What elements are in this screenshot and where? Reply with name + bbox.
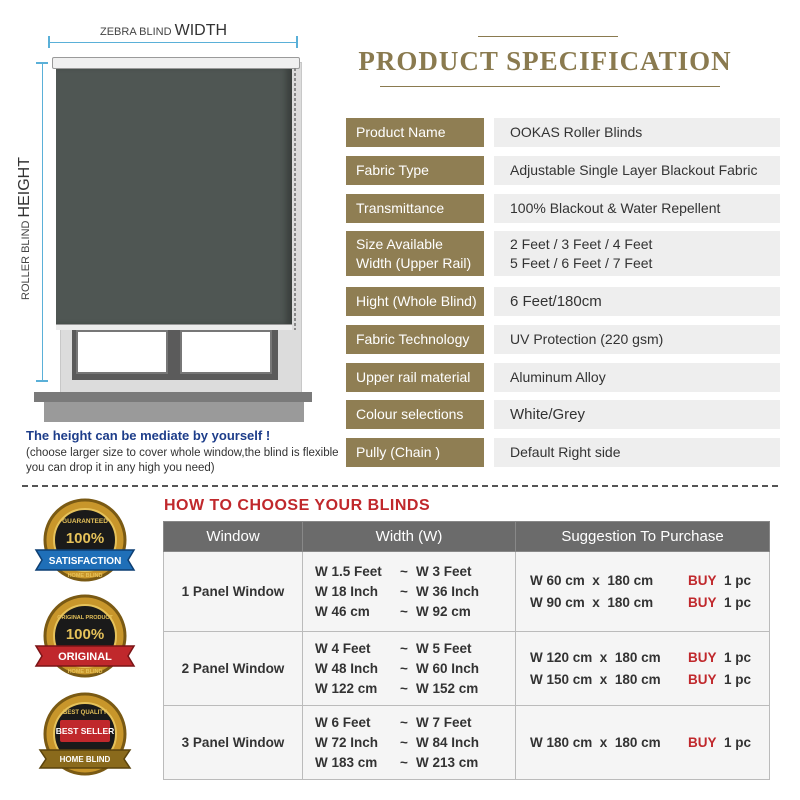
spec-row — [346, 325, 780, 354]
choose-title: HOW TO CHOOSE YOUR BLINDS — [164, 497, 431, 514]
times: x — [599, 671, 608, 687]
spec-key: Product Name — [346, 118, 484, 147]
width-min: W 72 Inch — [315, 734, 379, 750]
title-rule-bottom — [380, 86, 720, 87]
badge-ribbon-text: ORIGINAL — [58, 651, 112, 663]
spec-row — [346, 118, 780, 147]
tilde: ~ — [400, 563, 408, 579]
times: x — [592, 572, 600, 588]
suggest-height: 180 cm — [614, 734, 661, 750]
suggest-width: W 120 cm — [530, 649, 593, 665]
badge-top-text: BEST QUALITY — [62, 710, 108, 716]
pull-chain — [294, 68, 296, 330]
width-dimension-cap-right — [296, 36, 298, 48]
tilde: ~ — [400, 714, 408, 730]
column-header-window: Window — [164, 522, 303, 552]
spec-row — [346, 156, 780, 185]
tilde: ~ — [400, 754, 408, 770]
window-sill-base — [44, 402, 304, 422]
times: x — [592, 594, 600, 610]
spec-value: Aluminum Alloy — [494, 363, 780, 392]
suggest-height: 180 cm — [614, 649, 661, 665]
spec-key: Colour selections — [346, 400, 484, 429]
window-sill — [34, 392, 312, 402]
badge-sub-text: HOME BLIND — [67, 573, 103, 579]
spec-key: Size Available Width (Upper Rail) — [346, 231, 484, 276]
tilde: ~ — [400, 734, 408, 750]
width-cell — [303, 706, 516, 780]
tilde: ~ — [400, 680, 408, 696]
spec-row — [346, 438, 780, 467]
height-label-big: HEIGHT — [16, 157, 33, 218]
spec-row — [346, 400, 780, 429]
quantity: 1 pc — [724, 649, 752, 665]
width-max: W 60 Inch — [416, 660, 480, 676]
times: x — [599, 734, 608, 750]
spec-key: Upper rail material — [346, 363, 484, 392]
badge-mid-text: BEST SELLER — [55, 726, 115, 736]
best-seller-badge-icon — [30, 690, 140, 786]
tilde: ~ — [400, 660, 408, 676]
badge-ribbon-text: SATISFACTION — [48, 556, 122, 567]
width-min: W 18 Inch — [315, 583, 379, 599]
height-note-body: (choose larger size to cover whole window,the blind is flexible you can drop it in any high you need) — [26, 447, 339, 474]
spec-value: Adjustable Single Layer Blackout Fabric — [494, 156, 780, 185]
spec-value: White/Grey — [494, 400, 780, 429]
width-cell — [303, 632, 516, 706]
width-min: W 6 Feet — [315, 714, 371, 730]
width-min: W 46 cm — [315, 603, 370, 619]
spec-value: Default Right side — [494, 438, 780, 467]
suggest-width: W 150 cm — [530, 671, 593, 687]
badge-mid-text: 100% — [65, 626, 105, 643]
quantity: 1 pc — [724, 572, 752, 588]
height-dimension-cap-top — [36, 62, 48, 64]
spec-title: PRODUCT SPECIFICATION — [358, 46, 732, 76]
title-rule-top — [478, 36, 618, 37]
height-label — [16, 157, 34, 300]
width-dimension-cap-left — [48, 36, 50, 48]
spec-key: Fabric Type — [346, 156, 484, 185]
buy-label: BUY — [688, 671, 717, 687]
spec-key: Pully (Chain ) — [346, 438, 484, 467]
column-header-suggestion: Suggestion To Purchase — [516, 522, 770, 552]
suggest-width: W 60 cm — [530, 572, 585, 588]
width-max: W 3 Feet — [416, 563, 472, 579]
width-cell — [303, 552, 516, 632]
tilde: ~ — [400, 603, 408, 619]
table-row — [164, 706, 770, 780]
buy-label: BUY — [688, 734, 717, 750]
badge-sub-text: HOME BLIND — [67, 669, 103, 675]
spec-key: Hight (Whole Blind) — [346, 287, 484, 316]
width-max: W 84 Inch — [416, 734, 480, 750]
spec-row — [346, 363, 780, 392]
choose-table — [163, 521, 770, 780]
width-max: W 92 cm — [416, 603, 471, 619]
window-type-cell: 1 Panel Window — [164, 552, 303, 632]
blind-bottom-rail — [56, 324, 292, 330]
width-min: W 48 Inch — [315, 660, 379, 676]
spec-value: 6 Feet/180cm — [494, 287, 780, 316]
spec-value: UV Protection (220 gsm) — [494, 325, 780, 354]
suggest-width: W 90 cm — [530, 594, 585, 610]
suggest-width: W 180 cm — [530, 734, 593, 750]
quantity: 1 pc — [724, 594, 752, 610]
window-pane-left — [76, 330, 168, 374]
buy-label: BUY — [688, 594, 717, 610]
column-header-width: Width (W) — [303, 522, 516, 552]
table-row — [164, 632, 770, 706]
table-header-row — [164, 522, 770, 552]
suggestion-cell — [516, 552, 770, 632]
suggestion-cell — [516, 632, 770, 706]
spec-value: 100% Blackout & Water Repellent — [494, 194, 780, 223]
spec-row — [346, 231, 780, 276]
suggestion-cell — [516, 706, 770, 780]
height-note-heading: The height can be mediate by yourself ! — [26, 428, 271, 443]
width-label-small: ZEBRA BLIND — [100, 26, 172, 38]
width-min: W 1.5 Feet — [315, 563, 382, 579]
suggest-height: 180 cm — [607, 594, 654, 610]
height-dimension-cap-bottom — [36, 380, 48, 382]
spec-key: Transmittance — [346, 194, 484, 223]
width-label — [100, 22, 260, 40]
buy-label: BUY — [688, 649, 717, 665]
buy-label: BUY — [688, 572, 717, 588]
spec-row — [346, 287, 780, 316]
width-max: W 152 cm — [416, 680, 479, 696]
tilde: ~ — [400, 583, 408, 599]
times: x — [599, 649, 608, 665]
width-min: W 183 cm — [315, 754, 378, 770]
width-max: W 36 Inch — [416, 583, 480, 599]
height-label-small: ROLLER BLIND — [20, 220, 32, 300]
window-type-cell: 3 Panel Window — [164, 706, 303, 780]
badge-top-text: ORIGINAL PRODUCT — [57, 615, 113, 621]
quantity: 1 pc — [724, 734, 752, 750]
badge-top-text: GUARANTEED — [62, 518, 108, 525]
spec-row — [346, 194, 780, 223]
satisfaction-badge-icon — [30, 496, 140, 592]
width-min: W 122 cm — [315, 680, 378, 696]
quantity: 1 pc — [724, 671, 752, 687]
window-type-cell: 2 Panel Window — [164, 632, 303, 706]
table-row — [164, 552, 770, 632]
width-dimension-line — [48, 42, 298, 43]
original-badge-icon — [30, 592, 140, 688]
width-label-big: WIDTH — [174, 22, 228, 39]
spec-value: 2 Feet / 3 Feet / 4 Feet 5 Feet / 6 Feet / 7 Feet — [494, 231, 780, 276]
tilde: ~ — [400, 640, 408, 656]
spec-key: Fabric Technology — [346, 325, 484, 354]
height-dimension-line — [42, 62, 43, 380]
suggest-height: 180 cm — [614, 671, 661, 687]
section-divider — [22, 485, 778, 487]
width-min: W 4 Feet — [315, 640, 371, 656]
blind-top-rail — [52, 57, 300, 69]
badge-mid-text: 100% — [65, 530, 105, 547]
blind-fabric — [56, 67, 292, 325]
suggest-height: 180 cm — [607, 572, 654, 588]
width-max: W 7 Feet — [416, 714, 472, 730]
width-max: W 5 Feet — [416, 640, 472, 656]
badge-ribbon-text: HOME BLIND — [59, 755, 111, 764]
width-max: W 213 cm — [416, 754, 479, 770]
window-pane-right — [180, 330, 272, 374]
spec-value: OOKAS Roller Blinds — [494, 118, 780, 147]
